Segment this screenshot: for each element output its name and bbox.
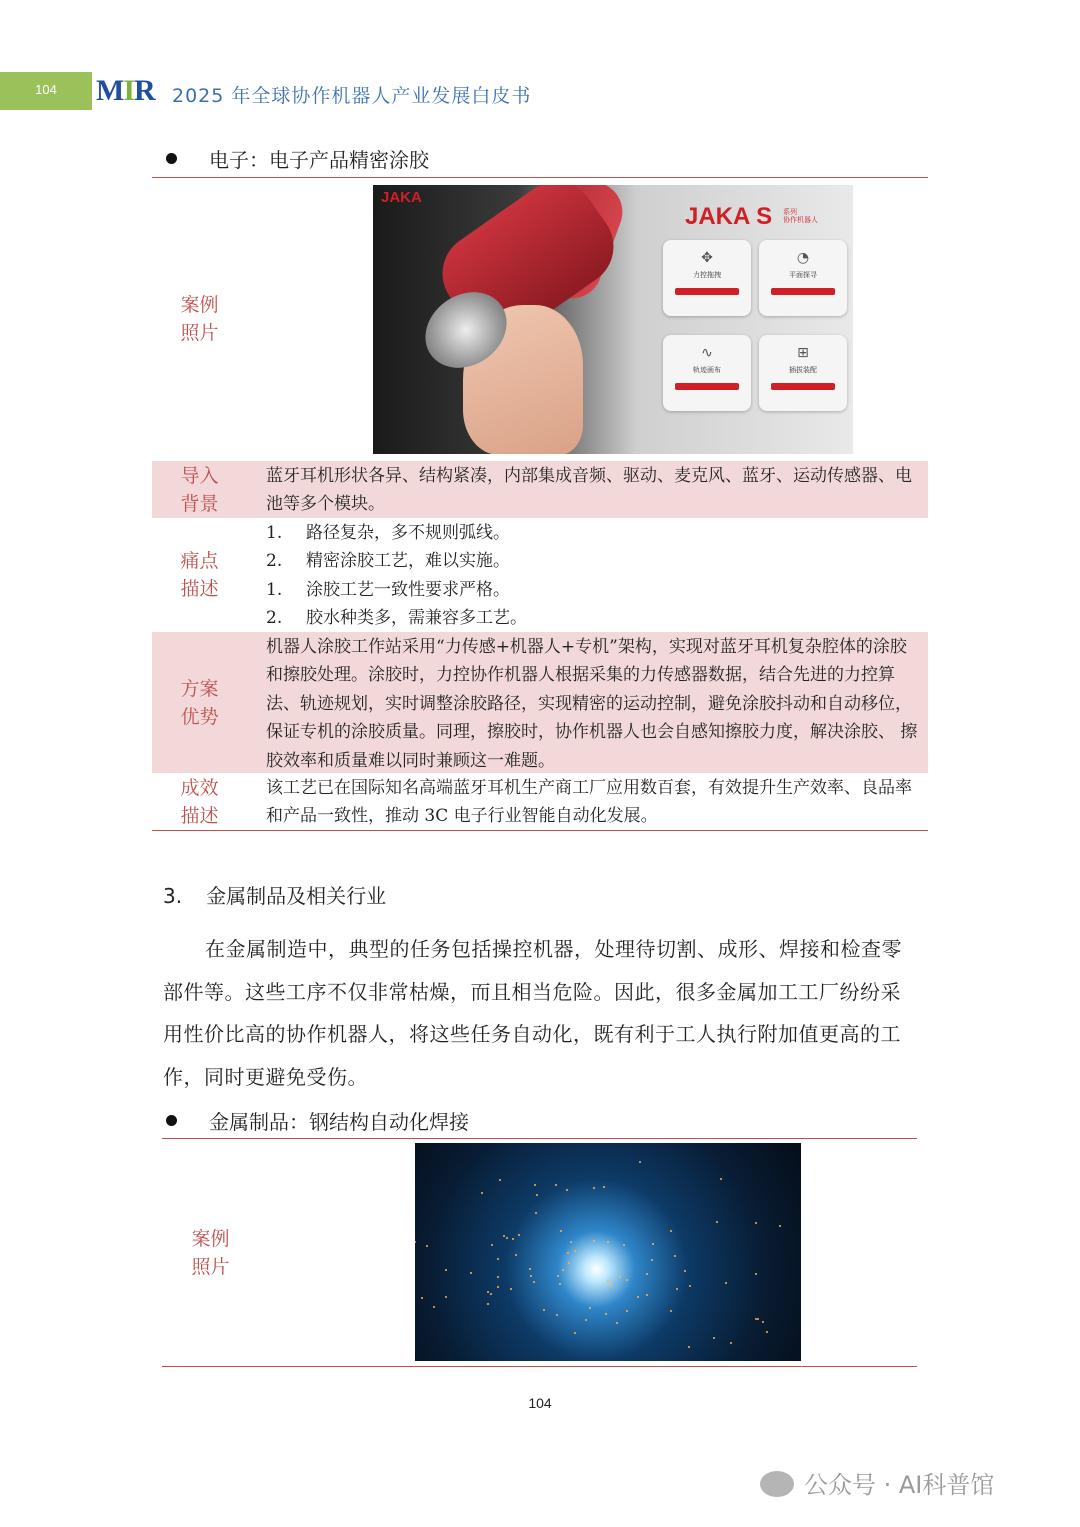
mir-logo bbox=[96, 74, 155, 108]
spark bbox=[607, 1280, 609, 1282]
spark bbox=[626, 1279, 628, 1281]
spark bbox=[639, 1161, 641, 1163]
spark bbox=[497, 1276, 499, 1278]
row-label-line2: 描述 bbox=[180, 805, 219, 827]
row-label-background bbox=[152, 462, 247, 518]
spark bbox=[637, 1296, 639, 1298]
spark bbox=[725, 1282, 727, 1284]
page-tab bbox=[0, 72, 92, 110]
feature-card bbox=[759, 240, 847, 316]
spark bbox=[445, 1296, 447, 1298]
spark bbox=[676, 1288, 678, 1290]
spark bbox=[568, 1262, 570, 1264]
row-label-line1: 成效 bbox=[180, 777, 219, 799]
list-item bbox=[266, 547, 920, 575]
table-top-rule bbox=[152, 177, 928, 178]
list-item bbox=[266, 519, 920, 547]
spark bbox=[593, 1240, 595, 1242]
row-label-line2: 背景 bbox=[180, 493, 219, 515]
bullet-icon bbox=[166, 153, 177, 164]
feature-card bbox=[663, 240, 751, 316]
list-text: 涂胶工艺一致性要求严格。 bbox=[306, 579, 510, 600]
page-number: 104 bbox=[528, 1395, 552, 1411]
pain-list bbox=[266, 519, 920, 633]
row-text-advantage: 机器人涂胶工作站采用“力传感+机器人+专机”架构，实现对蓝牙耳机复杂腔体的涂胶和擦胶处理。涂胶时，力控协作机器人根据采集的力传感器数据，结合先进的力控算法、轨迹规划，实时调整涂胶路径，实现精密的运动控制，避免涂胶抖动和自动移位，保证专机的涂胶质量。同理，擦胶时，协作机器人也会自感知擦胶力度，解决涂胶、 擦胶效率和质量难以同时兼顾这一难题。 bbox=[266, 637, 918, 771]
photo-label bbox=[152, 291, 247, 347]
spark bbox=[574, 1332, 576, 1334]
list-number: 2. bbox=[266, 551, 283, 572]
spark bbox=[556, 1314, 558, 1316]
spark bbox=[626, 1310, 628, 1312]
spark bbox=[497, 1258, 499, 1260]
feature-card-bar bbox=[771, 288, 835, 295]
spark bbox=[570, 1241, 572, 1243]
spark bbox=[574, 1250, 576, 1252]
spark bbox=[623, 1244, 625, 1246]
list-number: 2. bbox=[266, 608, 283, 629]
spark bbox=[646, 1273, 648, 1275]
row-label-pain bbox=[152, 547, 247, 603]
page-tab-number: 104 bbox=[35, 82, 57, 97]
row-pain-points bbox=[152, 518, 928, 632]
list-item bbox=[266, 604, 920, 632]
spark bbox=[670, 1310, 672, 1312]
spark bbox=[512, 1238, 514, 1240]
spark bbox=[567, 1252, 569, 1254]
spark bbox=[616, 1322, 618, 1324]
spark bbox=[530, 1275, 532, 1277]
spark bbox=[720, 1178, 722, 1180]
list-text: 精密涂胶工艺，难以实施。 bbox=[306, 551, 510, 572]
spark bbox=[555, 1184, 557, 1186]
section-number: 3. bbox=[163, 884, 183, 908]
logo-r: R bbox=[134, 74, 155, 107]
spark bbox=[535, 1212, 537, 1214]
spark bbox=[585, 1319, 587, 1321]
feature-card-title: 轨迹画布 bbox=[693, 366, 721, 374]
spark bbox=[755, 1222, 757, 1224]
spark bbox=[716, 1221, 718, 1223]
spark bbox=[730, 1342, 732, 1344]
spark bbox=[589, 1307, 591, 1309]
watermark-text: 公众号 · AI科普馆 bbox=[804, 1471, 995, 1499]
row-label-line1: 痛点 bbox=[180, 550, 219, 572]
spark bbox=[619, 1276, 621, 1278]
feature-card-bar bbox=[675, 383, 739, 390]
document-title: 2025 年全球协作机器人产业发展白皮书 bbox=[172, 85, 532, 107]
row-text-result: 该工艺已在国际知名高端蓝牙耳机生产商工厂应用数百套，有效提升生产效率、良品率和产品一致性，推动 3C 电子行业智能自动化发展。 bbox=[266, 778, 912, 827]
jaka-brand-sub bbox=[783, 209, 818, 225]
section-title: 金属制品及相关行业 bbox=[206, 884, 387, 908]
spark bbox=[497, 1286, 499, 1288]
spark bbox=[603, 1186, 605, 1188]
spark bbox=[557, 1275, 559, 1277]
spark bbox=[499, 1179, 501, 1181]
spark bbox=[651, 1259, 653, 1261]
feature-card-bar bbox=[771, 383, 835, 390]
row-label-line1: 导入 bbox=[180, 465, 219, 487]
row-label-result bbox=[152, 774, 247, 830]
spark bbox=[503, 1235, 505, 1237]
move-icon: ✥ bbox=[701, 250, 713, 266]
row-label-advantage bbox=[152, 675, 247, 731]
list-number: 1. bbox=[266, 523, 283, 543]
feature-card-title: 插拔装配 bbox=[789, 366, 817, 374]
spark bbox=[543, 1309, 545, 1311]
spark bbox=[560, 1230, 562, 1232]
grid-icon: ⊞ bbox=[797, 345, 809, 361]
spark bbox=[607, 1241, 609, 1243]
photo-label-line1: 案例 bbox=[180, 294, 219, 316]
list-number: 1. bbox=[266, 579, 283, 600]
spark bbox=[426, 1245, 428, 1247]
spark bbox=[566, 1189, 568, 1191]
spark bbox=[487, 1303, 489, 1305]
bullet-icon bbox=[166, 1115, 177, 1126]
spark bbox=[433, 1306, 435, 1308]
path-icon: ∿ bbox=[701, 345, 713, 361]
spark bbox=[593, 1187, 595, 1189]
feature-card-title: 力控拖拽 bbox=[693, 271, 721, 279]
spark bbox=[688, 1346, 690, 1348]
section-heading-metal bbox=[163, 880, 386, 909]
row-background bbox=[152, 461, 928, 518]
jaka-brand-big: JAKA S bbox=[685, 203, 773, 230]
spark bbox=[689, 1285, 691, 1287]
spark bbox=[755, 1273, 757, 1275]
row-label-line1: 方案 bbox=[180, 678, 219, 700]
spark bbox=[652, 1243, 654, 1245]
spark bbox=[762, 1321, 764, 1323]
wechat-icon bbox=[760, 1471, 794, 1497]
spark bbox=[534, 1184, 536, 1186]
spark bbox=[605, 1313, 607, 1315]
bullet-heading-text: 金属制品：钢结构自动化焊接 bbox=[209, 1110, 469, 1134]
row-label-line2: 描述 bbox=[180, 578, 219, 600]
spark bbox=[481, 1192, 483, 1194]
spark bbox=[445, 1269, 447, 1271]
feature-card bbox=[759, 335, 847, 411]
spark bbox=[487, 1291, 489, 1293]
case-photo-welding bbox=[415, 1143, 801, 1361]
bullet-heading-text: 电子：电子产品精密涂胶 bbox=[209, 148, 429, 172]
section-bullet-metal bbox=[166, 1106, 469, 1135]
spark bbox=[491, 1244, 493, 1246]
logo-i: I bbox=[123, 74, 135, 107]
spark bbox=[515, 1254, 517, 1256]
spark bbox=[779, 1225, 781, 1227]
row-text-background: 蓝牙耳机形状各异、结构紧凑，内部集成音频、驱动、麦克风、蓝牙、运动传感器、电池等多个模块。 bbox=[266, 466, 912, 515]
spark bbox=[766, 1331, 768, 1333]
spark bbox=[713, 1337, 715, 1339]
jaka-sub-line1: 系列 bbox=[783, 209, 797, 216]
spark bbox=[421, 1297, 423, 1299]
feature-card-title: 平面探寻 bbox=[789, 271, 817, 279]
watermark bbox=[760, 1465, 994, 1500]
row-result bbox=[152, 773, 928, 830]
feature-card bbox=[663, 335, 751, 411]
spark bbox=[562, 1269, 564, 1271]
table-bottom-rule bbox=[152, 830, 928, 831]
photo-label-line2: 照片 bbox=[191, 1256, 230, 1278]
spark bbox=[518, 1234, 520, 1236]
photo-label-line1: 案例 bbox=[191, 1228, 230, 1250]
table2-top-rule bbox=[162, 1138, 917, 1139]
logo-m: M bbox=[96, 74, 124, 107]
spark bbox=[610, 1284, 612, 1286]
body-paragraph: 在金属制造中，典型的任务包括操控机器，处理待切割、成形、焊接和检查零部件等。这些工序不仅非常枯燥，而且相当危险。因此，很多金属加工工厂纷纷采用性价比高的协作机器人，将这些任务自动化，既有利于工人执行附加值更高的工作，同时更避免受伤。 bbox=[163, 937, 902, 1089]
feature-card-bar bbox=[675, 288, 739, 295]
spark bbox=[529, 1268, 531, 1270]
photo-label-2 bbox=[163, 1225, 258, 1281]
spark bbox=[559, 1283, 561, 1285]
list-text: 胶水种类多，需兼容多工艺。 bbox=[306, 608, 527, 629]
spark bbox=[533, 1281, 535, 1283]
robot-icon: ◔ bbox=[796, 250, 810, 266]
photo-label-line2: 照片 bbox=[180, 322, 219, 344]
section-bullet-electronics bbox=[166, 144, 429, 173]
spark bbox=[470, 1272, 472, 1274]
case-photo-jaka bbox=[373, 185, 853, 454]
spark bbox=[536, 1194, 538, 1196]
spark bbox=[415, 1241, 416, 1243]
list-text: 路径复杂，多不规则弧线。 bbox=[306, 523, 510, 543]
spark bbox=[646, 1294, 648, 1296]
spark bbox=[510, 1288, 512, 1290]
list-item bbox=[266, 576, 920, 604]
row-label-line2: 优势 bbox=[180, 706, 219, 728]
jaka-brand-small: JAKA bbox=[381, 189, 422, 206]
table2-bottom-rule bbox=[162, 1366, 917, 1367]
jaka-sub-line2: 协作机器人 bbox=[783, 217, 818, 224]
spark bbox=[506, 1237, 508, 1239]
spark bbox=[674, 1255, 676, 1257]
spark bbox=[757, 1318, 759, 1320]
spark bbox=[490, 1293, 492, 1295]
spark bbox=[670, 1230, 672, 1232]
spark bbox=[684, 1270, 686, 1272]
row-advantage bbox=[152, 632, 928, 773]
